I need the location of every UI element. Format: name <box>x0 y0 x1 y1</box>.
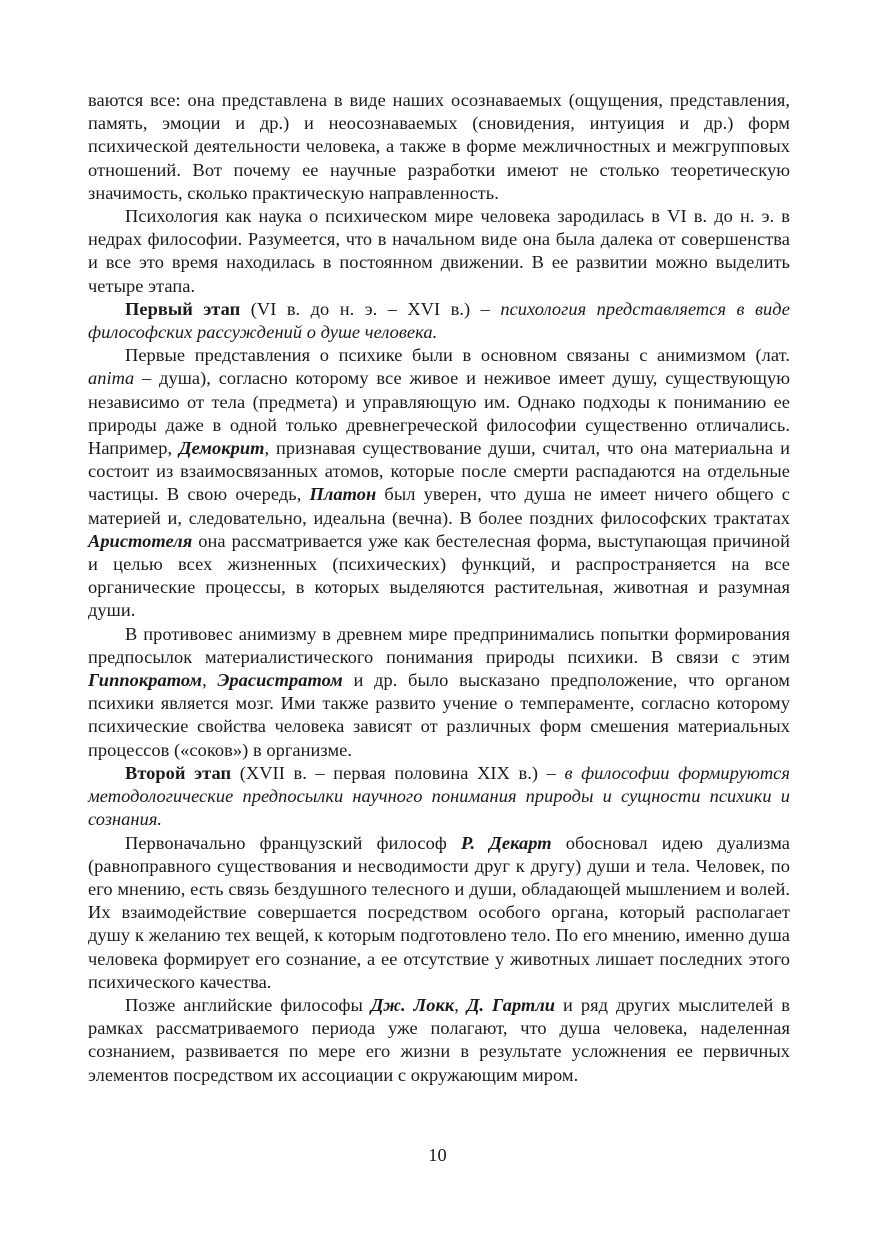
paragraph-5 <box>88 623 790 762</box>
page-number: 10 <box>428 1145 447 1165</box>
name-emphasis: Д. Гартли <box>466 994 556 1015</box>
name-emphasis: Аристотеля <box>88 530 193 551</box>
text: , <box>202 670 218 691</box>
name-emphasis: Гиппократом <box>88 670 203 691</box>
paragraph-1 <box>88 89 790 205</box>
text: и ряд других мыслителей в рамках рассматриваемого периода уже полагают, что душа человека, наделенная сознанием, развивается по мере его жизни в результате усложнения ее первичных элементов посредством их ассоциации с окружающим миром. <box>88 994 791 1085</box>
text: был уверен, что душа не имеет ничего общего с материей и, следовательно, идеальна (вечна). В более поздних философских трактатах <box>88 484 790 528</box>
paragraph-8 <box>88 994 790 1087</box>
text: , признавая существование души, считал, что она материальна и состоит из взаимосвязанных атомов, которые после смерти распадаются на отдельные частицы. В свою очередь, <box>88 438 790 505</box>
text: (XVII в. – первая половина XIX в.) – <box>231 762 565 783</box>
paragraph-2 <box>88 205 790 298</box>
paragraph-4 <box>88 344 790 622</box>
name-emphasis: Платон <box>309 484 377 505</box>
latin-term: anima <box>88 368 135 389</box>
text: Первые представления о психике были в основном связаны с анимизмом (лат. <box>125 345 790 366</box>
name-emphasis: Эрасистратом <box>217 670 343 691</box>
stage-description: в философии формируются методологические предпосылки научного понимания природы и сущности психики и сознания. <box>88 762 790 830</box>
name-emphasis: Р. Декарт <box>461 832 552 853</box>
text: она рассматривается уже как бестелесная форма, выступающая причиной и целью всех жизненных (психических) функций, и распространяется на все органические процессы, в которых выделяются растительная, животная и разумная души. <box>88 530 790 621</box>
name-emphasis: Демокрит <box>178 438 265 459</box>
text: Позже английские философы <box>125 994 371 1015</box>
stage-description: психология представляется в виде философских рассуждений о душе человека. <box>88 298 791 343</box>
text: и др. было высказано предположение, что органом психики является мозг. Ими также развито учение о темпераменте, согласно которому психические свойства человека зависят от различных форм смешения материальных процессов («соков») в организме. <box>88 670 790 760</box>
paragraph-stage-2 <box>88 762 790 832</box>
text: ваются все: она представлена в виде наших осознаваемых (ощущения, представления, память, эмоции и др.) и неосознаваемых (сновидения, интуиция и др.) форм психической деятельности человека, а также в форме межличностных и межгрупповых отношений. Вот почему ее научные разработки имеют не столько теоретическую значимость, сколько практическую направленность. <box>88 90 790 203</box>
paragraph-stage-1 <box>88 298 790 344</box>
text: Психология как наука о психическом мире человека зародилась в VI в. до н. э. в недрах философии. Разумеется, что в начальном виде она была далека от совершенства и все это время находилась в постоянном движении. В ее развитии можно выделить четыре этапа. <box>88 206 790 296</box>
name-emphasis: Дж. Локк <box>370 994 455 1015</box>
stage-heading: Второй этап <box>125 762 232 783</box>
text: Первоначально французский философ <box>125 832 461 853</box>
text: (VI в. до н. э. – XVI в.) – <box>240 298 501 319</box>
page-body <box>88 89 790 1087</box>
stage-heading: Первый этап <box>125 298 241 319</box>
text: – душа), согласно которому все живое и неживое имеет душу, существующую независимо от тела (предмета) и управляющую им. Однако подходы к пониманию ее природы даже в одной только древнегреческой философии существенно отличались. Например, <box>88 368 790 459</box>
text: обосновал идею дуализма (равноправного существования и несводимости друг к другу) души и тела. Человек, по его мнению, есть связь бездушного телесного и души, обладающей мышлением и волей. Их взаимодействие совершается посредством особого органа, который располагает душу к желанию тех вещей, к которым подготовлено тело. По его мнению, именно душа человека формирует его сознание, а ее отсутствие у животных лишает последних этого психического качества. <box>88 832 790 992</box>
text: В противовес анимизму в древнем мире предпринимались попытки формирования предпосылок материалистического понимания природы психики. В связи с этим <box>88 623 790 667</box>
paragraph-7 <box>88 832 790 994</box>
text: , <box>454 994 467 1015</box>
